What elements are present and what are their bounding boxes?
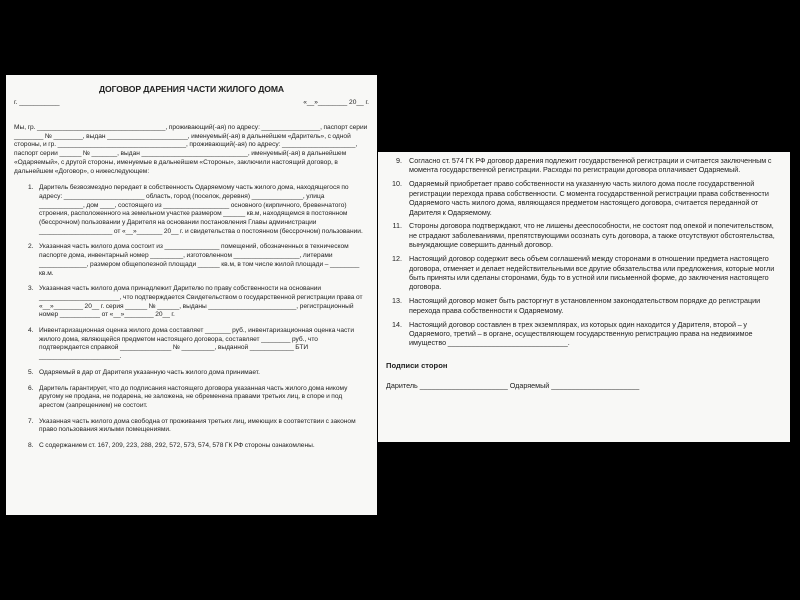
clause-text: С содержанием ст. 167, 209, 223, 288, 292, 572, 573, 574, 578 ГК РФ стороны ознакомлены.: [39, 442, 315, 450]
date-field: «__»________ 20__ г.: [303, 99, 369, 106]
document-page-1: [6, 75, 377, 515]
clause-text: Согласно ст. 574 ГК РФ договор дарения подлежит государственной регистрации и считается заключенным с момента государственной регистрации. Расходы по регистрации договора оплачивает Одаряемый.: [409, 156, 772, 175]
clause-number: 6.: [28, 384, 34, 392]
clause-item: [14, 184, 369, 236]
clause-item: [14, 385, 369, 411]
clause-number: 8.: [28, 442, 34, 450]
clause-text: Одаряемый в дар от Дарителя указанную часть жилого дома принимает.: [39, 368, 260, 376]
clause-number: 1.: [28, 184, 34, 192]
clause-item: [14, 243, 369, 278]
clause-number: 13.: [392, 296, 402, 306]
clause-number: 2.: [28, 243, 34, 251]
clause-item: [14, 442, 369, 451]
parties-intro: Мы, гр. ___________________________________, проживающий(-ая) по адресу: ________________, паспорт серии ________ № ________, выдан ______________________, именуемый(-ая) в дальнейшем «Даритель», с одной стороны, и гр. ___________________________________, проживающий(-ая) по адресу: ____________________, паспорт серии ______ № _______, выдан _____________________________, именуемый(-ая) в дальнейшем «Одаряемый», с другой стороны, именуемые в дальнейшем «Стороны», заключили настоящий договор, в дальнейшем «Договор», о нижеследующем:: [14, 124, 368, 175]
clause-number: 7.: [28, 417, 34, 425]
clause-item: [384, 296, 782, 315]
clause-item: [14, 285, 369, 320]
clause-text: Указанная часть жилого дома свободна от проживания третьих лиц, имеющих в соответствии с законом право пользования жилыми помещениями.: [39, 417, 356, 434]
city-field: г. ___________: [14, 99, 60, 106]
clause-number: 14.: [392, 319, 402, 329]
clause-text: Стороны договора подтверждают, что не лишены дееспособности, не состоят под опекой и попечительством, не страдают заболеваниями, препятствующими осознать суть договора, а также отсутствуют обстоятельства, вынуждающие совершить данный договор.: [409, 221, 775, 250]
clause-item: [14, 327, 369, 362]
clause-item: [14, 418, 369, 435]
clause-number: 11.: [392, 221, 402, 231]
clause-item: [384, 320, 782, 348]
clause-item: [384, 156, 782, 175]
clause-item: [384, 179, 782, 217]
document-title: ДОГОВОР ДАРЕНИЯ ЧАСТИ ЖИЛОГО ДОМА: [99, 84, 284, 94]
clauses-list-2: [384, 156, 782, 348]
clause-text: Указанная часть жилого дома принадлежит Дарителю по праву собственности на основании ______________________, что подтверждается Свидетельством о государственной регистрации права от «__»________ 20__ г. серия ______ № ______, выданы ________________________, регистрационный номер ___________ от «__»________ 20__ г.: [39, 285, 363, 319]
document-page-2: [378, 152, 790, 442]
clause-text: Даритель гарантирует, что до подписания настоящего договора указанная часть жилого дома никому другому не продана, не подарена, не заложена, не обременена правами третьих лиц, в споре и под арестом (запрещением) не состоит.: [39, 384, 348, 409]
signature-line: Даритель ______________________ Одаряемый ______________________: [386, 380, 640, 390]
clause-number: 5.: [28, 368, 34, 376]
clause-number: 3.: [28, 285, 34, 293]
clause-number: 10.: [392, 179, 402, 189]
place-date-line: [14, 99, 369, 107]
signatures-heading: Подписи сторон: [386, 360, 448, 370]
clause-text: Настоящий договор содержит весь объем соглашений между сторонами в отношении предмета настоящего договора, отменяет и делает недействительными все другие обязательства или предложения, которые могли быть приняты или сделаны сторонами, будь то в устной или письменной форме, до заключения настоящего договора.: [409, 254, 775, 292]
clause-text: Указанная часть жилого дома состоит из _______________ помещений, обозначенных в техническом паспорте дома, инвентарный номер _________, изготовленном __________________, литерами _____________, размером общеполезной площади ______ кв.м, в том числе жилой площади – ________ кв.м.: [39, 243, 360, 277]
clause-number: 4.: [28, 327, 34, 335]
clause-number: 12.: [392, 254, 402, 264]
clause-text: Даритель безвозмездно передает в собственность Одаряемому часть жилого дома, находящегося по адресу: ______________________ область, город (поселок, деревня) ______________, улица ____________, дом ____, состоящего из __________________ основного (кирпичного, бревенчатого) строения, расположенного на земельном участке размером ______ кв.м, находящемся в постоянном (бессрочном) пользовании у Дарителя на основании постановления Главы администрации ____________________ от «__»_______ 20__ г. и свидетельства о постоянном (бессрочном) пользовании.: [39, 184, 363, 235]
clause-text: Настоящий договор может быть расторгнут в установленном законодательством порядке до регистрации перехода права собственности к Одаряемому.: [409, 296, 761, 315]
clause-text: Настоящий договор составлен в трех экземплярах, из которых один находится у Дарителя, второй – у Одаряемого, третий – в органе, осуществляющем государственную регистрацию права на недвижимое имущество ______________________________.: [409, 319, 753, 348]
clauses-list-1: [14, 184, 369, 451]
clause-text: Одаряемый приобретает право собственности на указанную часть жилого дома после государственной регистрации перехода права собственности. С момента государственной регистрации права собственности Одаряемого часть жилого дома, являющаяся предметом настоящего договора, считается переданной от Дарителя к Одаряемому.: [409, 179, 769, 217]
clause-text: Инвентаризационная оценка жилого дома составляет _______ руб., инвентаризационная оценка части жилого дома, являющейся предметом настоящего договора, составляет ________ руб., что подтверждается справкой ______________ № _________, выданной ____________ БТИ ______________________.: [39, 327, 355, 361]
clause-item: [14, 369, 369, 378]
clause-item: [384, 221, 782, 249]
clause-number: 9.: [396, 156, 402, 165]
clause-item: [384, 254, 782, 292]
